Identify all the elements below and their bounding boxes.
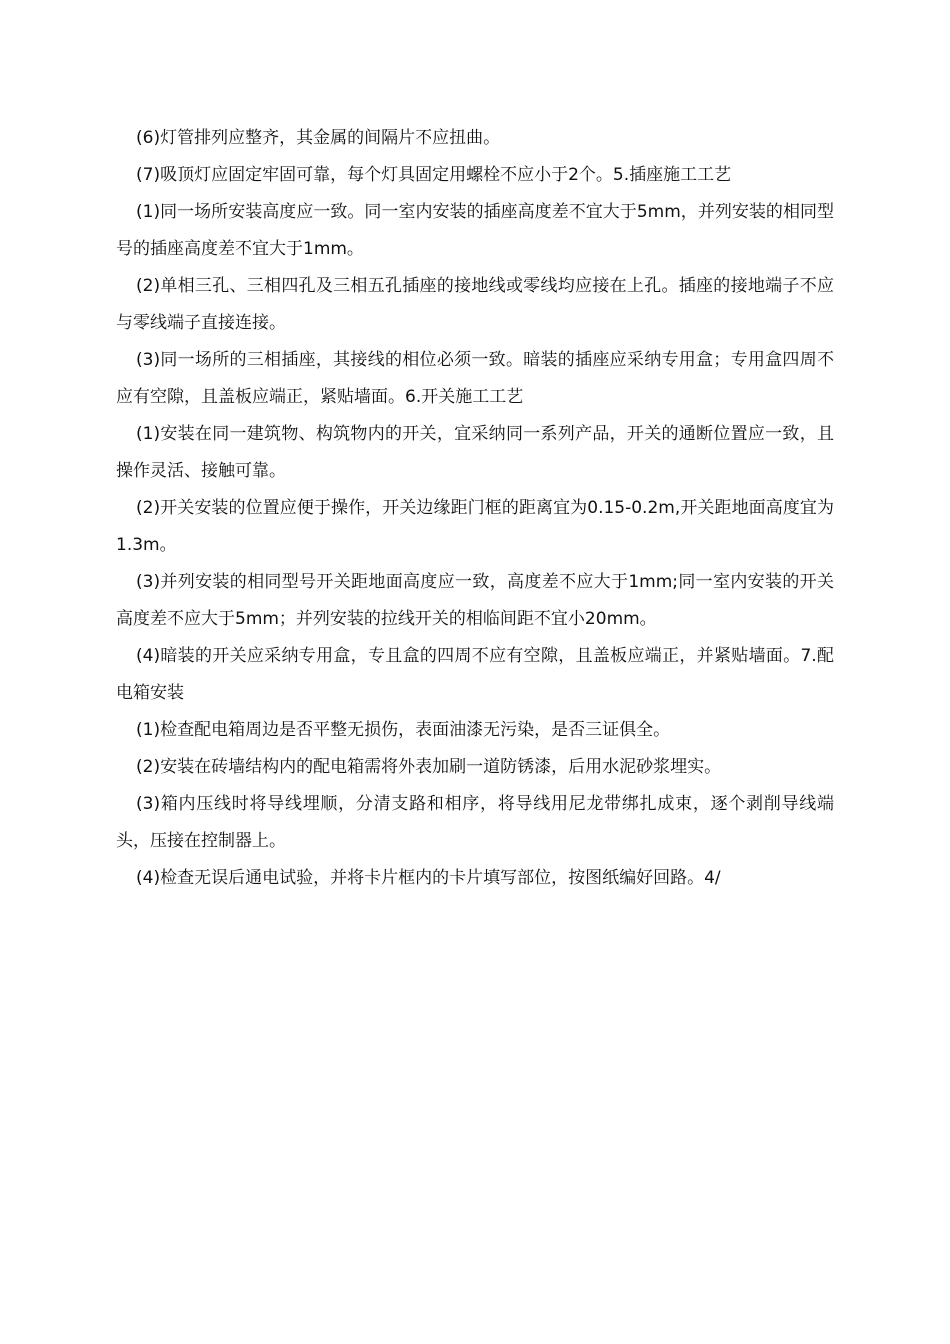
paragraph: (4)暗装的开关应采纳专用盒，专且盒的四周不应有空隙，且盖板应端正，并紧贴墙面。7.配电箱安装 — [116, 646, 834, 703]
paragraph: (3)箱内压线时将导线埋顺，分清支路和相序，将导线用尼龙带绑扎成束，逐个剥削导线端头，压接在控制器上。 — [116, 794, 834, 851]
document-body — [116, 120, 834, 897]
paragraph: (1)安装在同一建筑物、构筑物内的开关，宜采纳同一系列产品，开关的通断位置应一致，且操作灵活、接触可靠。 — [116, 424, 834, 481]
paragraph: (1)检查配电箱周边是否平整无损伤，表面油漆无污染，是否三证俱全。 — [136, 720, 671, 740]
paragraph: (2)安装在砖墙结构内的配电箱需将外表加刷一道防锈漆，后用水泥砂浆埋实。 — [136, 757, 722, 777]
paragraph: (2)开关安装的位置应便于操作，开关边缘距门框的距离宜为0.15-0.2m,开关距地面高度宜为1.3m。 — [116, 498, 834, 555]
paragraph: (7)吸顶灯应固定牢固可靠，每个灯具固定用螺栓不应小于2个。5.插座施工工艺 — [136, 165, 732, 185]
paragraph: (2)单相三孔、三相四孔及三相五孔插座的接地线或零线均应接在上孔。插座的接地端子不应与零线端子直接连接。 — [116, 276, 834, 333]
paragraph: (4)检查无误后通电试验，并将卡片框内的卡片填写部位，按图纸编好回路。4/ — [136, 868, 721, 888]
paragraph: (3)同一场所的三相插座，其接线的相位必须一致。暗装的插座应采纳专用盒；专用盒四周不应有空隙，且盖板应端正，紧贴墙面。6.开关施工工艺 — [116, 350, 834, 407]
paragraph: (6)灯管排列应整齐，其金属的间隔片不应扭曲。 — [136, 128, 501, 148]
paragraph: (3)并列安装的相同型号开关距地面高度应一致，高度差不应大于1mm;同一室内安装的开关高度差不应大于5mm；并列安装的拉线开关的相临间距不宜小20mm。 — [116, 572, 834, 629]
paragraph: (1)同一场所安装高度应一致。同一室内安装的插座高度差不宜大于5mm，并列安装的相同型号的插座高度差不宜大于1mm。 — [116, 202, 834, 259]
